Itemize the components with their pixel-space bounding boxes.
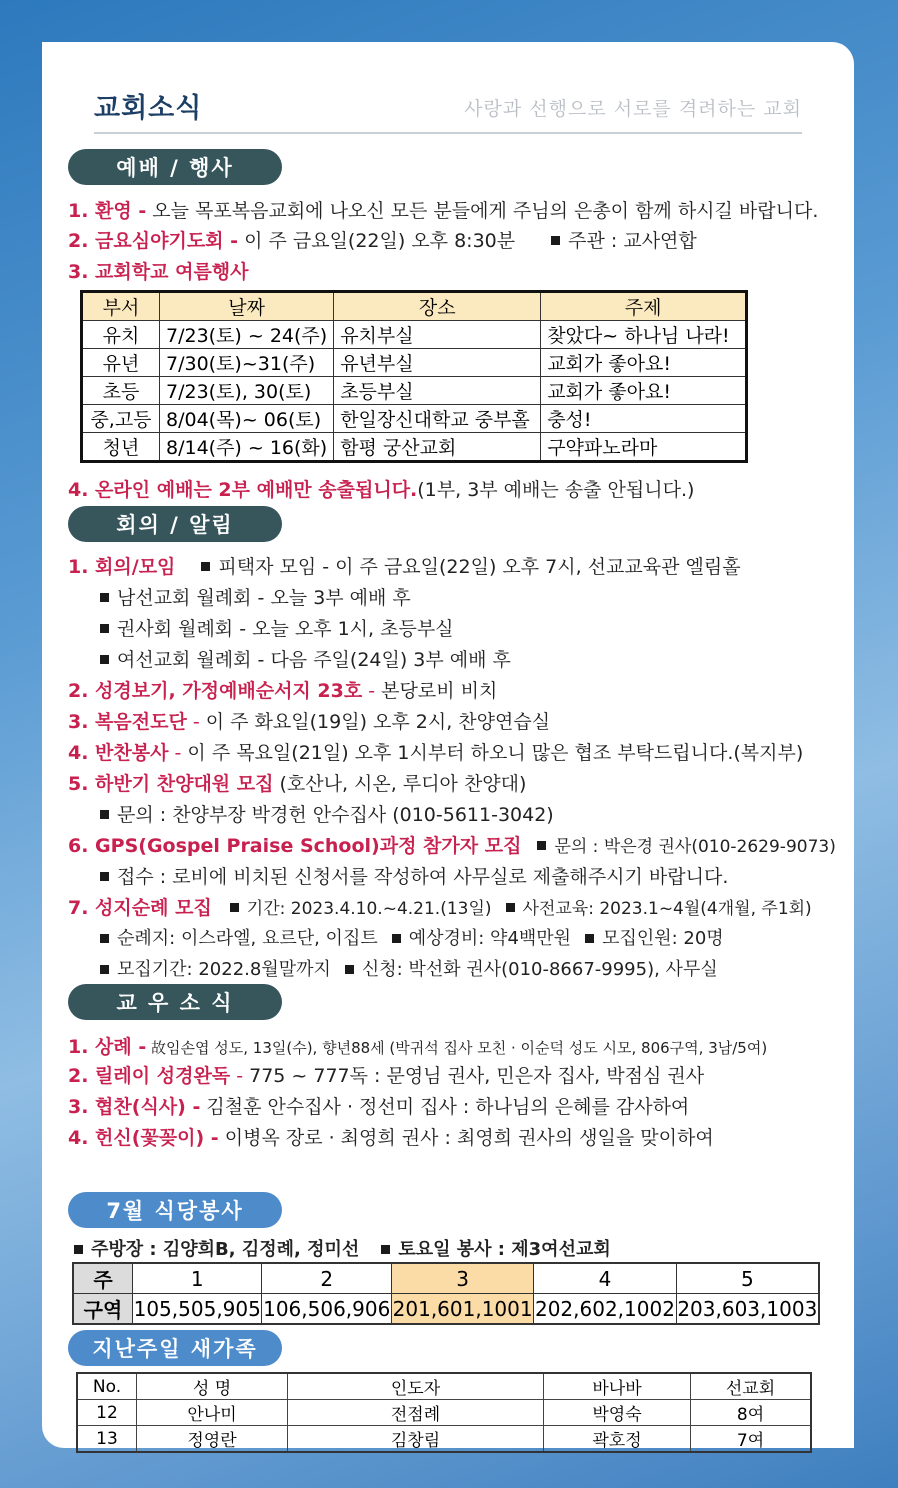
members-item-1: 1. 상례 - 故임손엽 성도, 13일(수), 향년88세 (박귀석 집사 모친 · 이순덕 성도 시모, 806구역, 3남/5여) xyxy=(68,1036,768,1058)
bullet-icon xyxy=(100,965,109,974)
header-divider xyxy=(94,132,802,134)
section-members: 교 우 소 식 xyxy=(68,984,282,1020)
table-row: 중,고등 8/04(목)~ 06(토) 한일장신대학교 중부홀 충성! xyxy=(82,405,747,433)
table-header-row: No. 성 명 인도자 바나바 선교회 xyxy=(77,1373,811,1400)
members-item-4: 4. 헌신(꽃꽂이) - 이병옥 장로 · 최영희 권사 : 최영희 권사의 생일을 맞이하여 xyxy=(68,1127,714,1149)
section-cafeteria: 7월 식당봉사 xyxy=(68,1192,282,1228)
bullet-icon xyxy=(230,903,239,912)
cafeteria-staff: 주방장 : 김양희B, 김정례, 정미선 토요일 봉사 : 제3여선교회 xyxy=(74,1235,611,1261)
bullet-icon xyxy=(585,934,594,943)
bullet-icon xyxy=(100,872,109,881)
bullet-icon xyxy=(74,1245,83,1254)
bullet-icon xyxy=(201,562,210,571)
meeting-item-7a: 순례지: 이스라엘, 요르단, 이집트 예상경비: 약4백만원 모집인원: 20명 xyxy=(100,924,724,950)
meeting-item-6: 6. GPS(Gospel Praise School)과정 참가자 모집 문의 : 박은경 권사(010-2629-9073) xyxy=(68,835,836,857)
section-worship: 예배 / 행사 xyxy=(68,149,282,185)
worship-item-2: 2. 금요심야기도회 - 이 주 금요일(22일) 오후 8:30분 주관 : 교사연합 xyxy=(68,230,697,252)
bullet-icon xyxy=(506,903,515,912)
bullet-icon xyxy=(392,934,401,943)
meeting-item-7: 7. 성지순례 모집 기간: 2023.4.10.~4.21.(13일) 사전교육: 2023.1~4월(4개월, 주1회) xyxy=(68,897,812,919)
table-header-row: 부서 날짜 장소 주제 xyxy=(82,292,747,321)
section-newfamily: 지난주일 새가족 xyxy=(68,1330,282,1366)
table-row: 주 1 2 3 4 5 xyxy=(73,1263,819,1294)
table-row: 13 정영란 김창림 곽호정 7여 xyxy=(77,1426,811,1453)
table-row: 초등 7/23(토), 30(토) 초등부실 교회가 좋아요! xyxy=(82,377,747,405)
newfamily-table xyxy=(76,1372,812,1453)
bullet-icon xyxy=(100,655,109,664)
meeting-item-1: 1. 회의/모임 피택자 모임 - 이 주 금요일(22일) 오후 7시, 선교교육관 엘림홀 xyxy=(68,556,741,578)
table-row: 12 안나미 전점례 박영숙 8여 xyxy=(77,1400,811,1426)
meeting-item-3: 3. 복음전도단 - 이 주 화요일(19일) 오후 2시, 찬양연습실 xyxy=(68,711,551,733)
meeting-item-2: 2. 성경보기, 가정예배순서지 23호 - 본당로비 비치 xyxy=(68,680,498,702)
cafeteria-table xyxy=(72,1262,820,1325)
meeting-item-1a: 남선교회 월례회 - 오늘 3부 예배 후 xyxy=(100,583,411,610)
page-subtitle: 사랑과 선행으로 서로를 격려하는 교회 xyxy=(464,98,802,120)
table-row: 청년 8/14(주) ~ 16(화) 함평 궁산교회 구약파노라마 xyxy=(82,433,747,462)
meeting-item-4: 4. 반찬봉사 - 이 주 목요일(21일) 오후 1시부터 하오니 많은 협조 부탁드립니다.(복지부) xyxy=(68,742,804,764)
summer-event-table xyxy=(80,290,748,463)
table-row: 유치 7/23(토) ~ 24(주) 유치부실 찾았다~ 하나님 나라! xyxy=(82,321,747,349)
bulletin-page xyxy=(42,42,854,1451)
table-row: 유년 7/30(토)~31(주) 유년부실 교회가 좋아요! xyxy=(82,349,747,377)
bullet-icon xyxy=(381,1245,390,1254)
page-title: 교회소식 xyxy=(94,93,203,124)
bullet-icon xyxy=(100,593,109,602)
worship-item-1: 1. 환영 - 오늘 목포복음교회에 나오신 모든 분들에게 주님의 은총이 함께 하시길 바랍니다. xyxy=(68,200,819,222)
meeting-item-5: 5. 하반기 찬양대원 모집 (호산나, 시온, 루디아 찬양대) xyxy=(68,773,527,795)
worship-item-3: 3. 교회학교 여름행사 xyxy=(68,261,249,283)
meeting-item-1c: 여선교회 월례회 - 다음 주일(24일) 3부 예배 후 xyxy=(100,645,511,672)
bullet-icon xyxy=(100,624,109,633)
meeting-item-7b: 모집기간: 2022.8월말까지 신청: 박선화 권사(010-8667-9995), 사무실 xyxy=(100,955,718,981)
bullet-icon xyxy=(345,965,354,974)
members-item-3: 3. 협찬(식사) - 김철훈 안수집사 · 정선미 집사 : 하나님의 은혜를 감사하여 xyxy=(68,1096,690,1118)
meeting-item-6a: 접수 : 로비에 비치된 신청서를 작성하여 사무실로 제출해주시기 바랍니다. xyxy=(100,862,728,889)
bullet-icon xyxy=(551,236,560,245)
meeting-item-5a: 문의 : 찬양부장 박경헌 안수집사 (010-5611-3042) xyxy=(100,800,554,827)
bullet-icon xyxy=(100,934,109,943)
table-row: 구역 105,505,905 106,506,906 201,601,1001 202,602,1002 203,603,1003 xyxy=(73,1294,819,1325)
meeting-item-1b: 권사회 월례회 - 오늘 오후 1시, 초등부실 xyxy=(100,614,454,641)
section-meeting: 회의 / 알림 xyxy=(68,506,282,542)
worship-item-4: 4. 온라인 예배는 2부 예배만 송출됩니다.(1부, 3부 예배는 송출 안됩니다.) xyxy=(68,479,695,501)
members-item-2: 2. 릴레이 성경완독 - 775 ~ 777독 : 문영님 권사, 민은자 집사, 박점심 권사 xyxy=(68,1065,705,1087)
bullet-icon xyxy=(537,841,546,850)
bullet-icon xyxy=(100,810,109,819)
